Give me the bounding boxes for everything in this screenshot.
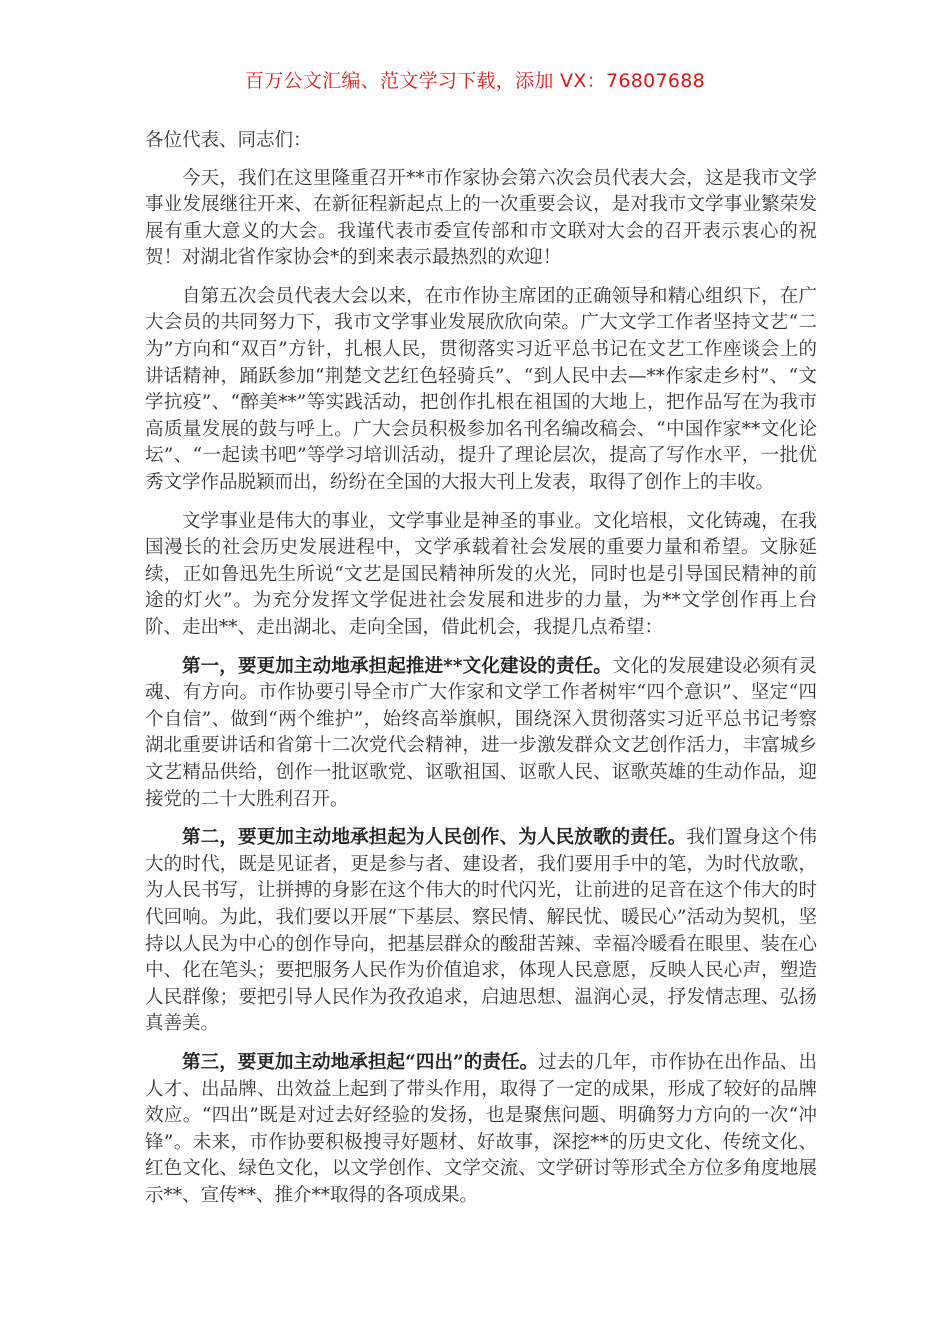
paragraph-text: 今天，我们在这里隆重召开**市作家协会第六次会员代表大会，这是我市文学事业发展继往开来、在新征程新起点上的一次重要会议，是对我市文学事业繁荣发展有重大意义的大会。我谨代表市委宣传部和市文联对大会的召开表示衷心的祝贺！对湖北省作家协会*的到来表示最热烈的欢迎！ <box>145 167 817 269</box>
paragraph-achievements <box>145 284 817 497</box>
paragraph-lead: 第三，要更加主动地承担起“四出”的责任。 <box>182 1051 539 1073</box>
paragraph-text: 我们置身这个伟大的时代，既是见证者，更是参与者、建设者，我们要用手中的笔，为时代放歌，为人民书写，让拼搏的身影在这个伟大的时代闪光，让前进的足音在这个伟大的时代回响。为此，我们要以开展“下基层、察民情、解民忧、暖民心”活动为契机，坚持以人民为中心的创作导向，把基层群众的酸甜苦辣、幸福冷暖看在眼里、装在心中、化在笔头；要把服务人民作为价值追求，体现人民意愿，反映人民心声，塑造人民群像；要把引导人民作为孜孜追求，启迪思想、温润心灵，抒发情志理、弘扬真善美。 <box>145 827 817 1035</box>
paragraph-text: 文化的发展建设必须有灵魂、有方向。市作协要引导全市广大作家和文学工作者树牢“四个意识”、坚定“四个自信”、做到“两个维护”，始终高举旗帜，围绕深入贯彻落实习近平总书记考察湖北重要讲话和省第十二次党代会精神，进一步激发群众文艺创作活力，丰富城乡文艺精品供给，创作一批讴歌党、讴歌祖国、讴歌人民、讴歌英雄的生动作品，迎接党的二十大胜利召开。 <box>145 655 817 810</box>
watermark-banner: 百万公文汇编、范文学习下载，添加 VX：76807688 <box>244 70 706 92</box>
paragraph-opening <box>145 166 817 272</box>
paragraph-point-one <box>145 654 817 814</box>
paragraph-text: 文学事业是伟大的事业，文学事业是神圣的事业。文化培根，文化铸魂，在我国漫长的社会历史发展进程中，文学承载着社会发展的重要力量和希望。文脉延续，正如鲁迅先生所说“文艺是国民精神所发的火光，同时也是引导国民精神的前途的灯火”。为充分发挥文学促进社会发展和进步的力量，为**文学创作再上台阶、走出**、走出湖北、走向全国，借此机会，我提几点希望： <box>145 510 817 638</box>
document-body <box>145 128 817 1221</box>
paragraph-literature-mission <box>145 509 817 642</box>
paragraph-text: 过去的几年，市作协在出作品、出人才、出品牌、出效益上起到了带头作用，取得了一定的成果，形成了较好的品牌效应。“四出”既是对过去好经验的发扬，也是聚焦问题、明确努力方向的一次“冲锋”。未来，市作协要积极搜寻好题材、好故事，深挖**的历史文化、传统文化、红色文化、绿色文化，以文学创作、文学交流、文学研讨等形式全方位多角度地展示**、宣传**、推介**取得的各项成果。 <box>145 1051 817 1206</box>
paragraph-point-two <box>145 825 817 1038</box>
salutation: 各位代表、同志们： <box>145 130 312 151</box>
paragraph-point-three <box>145 1050 817 1210</box>
paragraph-lead: 第二，要更加主动地承担起为人民创作、为人民放歌的责任。 <box>182 827 687 849</box>
paragraph-text: 自第五次会员代表大会以来，在市作协主席团的正确领导和精心组织下，在广大会员的共同努力下，我市文学事业发展欣欣向荣。广大文学工作者坚持文艺“二为”方向和“双百”方针，扎根人民，贯彻落实习近平总书记在文艺工作座谈会上的讲话精神，踊跃参加“荆楚文艺红色轻骑兵”、“到人民中去—**作家走乡村”、“文学抗疫”、“醉美**”等实践活动，把创作扎根在祖国的大地上，把作品写在为我市高质量发展的鼓与呼上。广大会员积极参加名刊名编改稿会、“中国作家**文化论坛”、“一起读书吧”等学习培训活动，提升了理论层次，提高了写作水平，一批优秀文学作品脱颖而出，纷纷在全国的大报大刊上发表，取得了创作上的丰收。 <box>145 285 817 494</box>
paragraph-lead: 第一，要更加主动地承担起推进**文化建设的责任。 <box>182 655 612 677</box>
